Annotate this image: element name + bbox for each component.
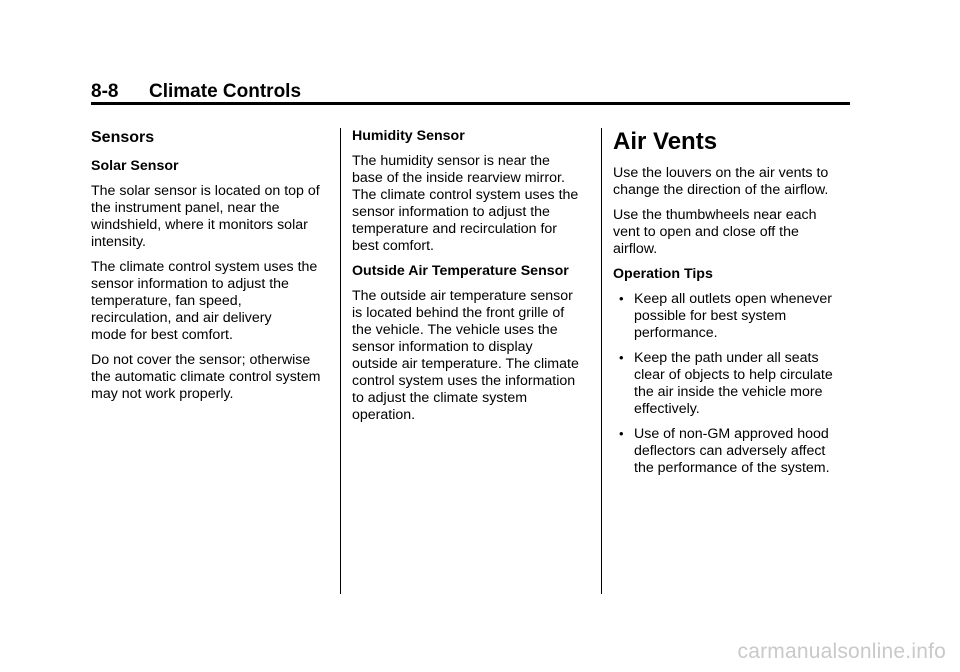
bullet-icon: •	[619, 350, 624, 365]
list-item-text: Keep the path under all seats clear of objects to help circulate the air inside the vehicle more effectively.	[634, 350, 833, 417]
subheading-solar-sensor: Solar Sensor	[91, 158, 179, 174]
column-sensors	[91, 128, 333, 411]
list-item-text: Use of non-GM approved hood deflectors can adversely affect the performance of the system.	[634, 426, 830, 476]
section-heading-sensors: Sensors	[91, 129, 155, 146]
tips-list	[613, 291, 851, 477]
subheading-operation-tips: Operation Tips	[613, 266, 713, 282]
header-rule	[91, 102, 850, 105]
bullet-icon: •	[619, 426, 624, 441]
subheading-outside-air-sensor: Outside Air Temperature Sensor	[352, 263, 569, 279]
subheading-humidity-sensor: Humidity Sensor	[352, 128, 465, 144]
column-divider	[601, 128, 602, 594]
paragraph: Do not cover the sensor; otherwise the automatic climate control system may not work properly.	[91, 352, 321, 402]
page-number: 8-8	[91, 81, 119, 102]
chapter-title: Climate Controls	[149, 81, 302, 102]
section-heading-air-vents: Air Vents	[613, 128, 718, 155]
list-item	[613, 426, 851, 477]
paragraph: The outside air temperature sensor is located behind the front grille of the vehicle. The vehicle uses the sensor information to display outside air temperature. The climate control system uses the information to adjust the climate system operation.	[352, 288, 579, 423]
bullet-icon: •	[619, 291, 624, 306]
paragraph: Use the thumbwheels near each vent to open and close off the airflow.	[613, 207, 817, 257]
paragraph: The humidity sensor is near the base of the inside rearview mirror. The climate control system uses the sensor information to adjust the temperature and recirculation for best comfort.	[352, 153, 579, 254]
list-item	[613, 291, 851, 342]
column-divider	[340, 128, 341, 594]
paragraph: Use the louvers on the air vents to change the direction of the airflow.	[613, 165, 829, 198]
column-humidity	[352, 128, 594, 432]
list-item	[613, 350, 851, 418]
column-air-vents	[613, 128, 851, 485]
list-item-text: Keep all outlets open whenever possible for best system performance.	[634, 291, 832, 341]
paragraph: The solar sensor is located on top of the instrument panel, near the windshield, where it monitors solar intensity.	[91, 183, 320, 250]
paragraph: The climate control system uses the sensor information to adjust the temperature, fan speed, recirculation, and air delivery mode for best comfort.	[91, 259, 318, 343]
watermark: carmanualsonline.info	[737, 640, 946, 663]
